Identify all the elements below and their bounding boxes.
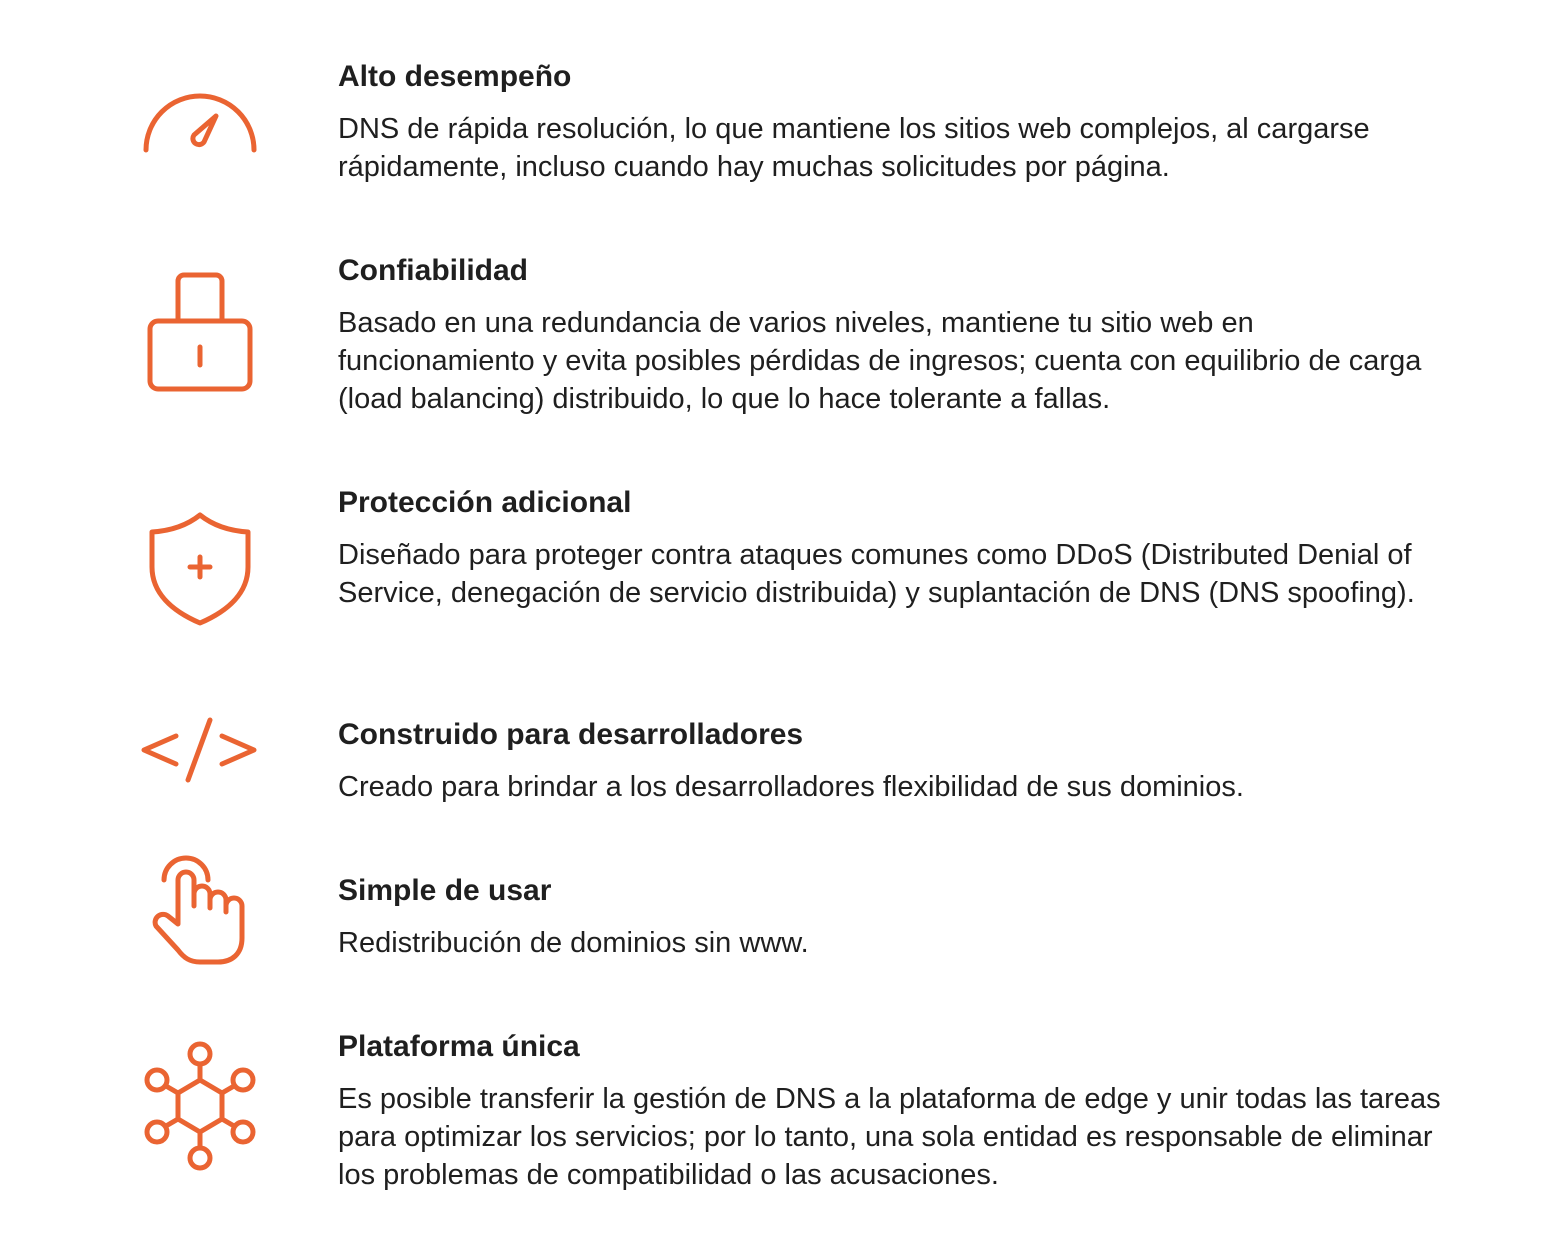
feature-description: Creado para brindar a los desarrolladores flexibilidad de sus dominios. — [338, 771, 1244, 803]
tap-hand-icon — [130, 842, 270, 982]
shield-plus-icon — [130, 505, 270, 645]
speedometer-icon — [130, 80, 270, 220]
feature-title: Confiabilidad — [338, 254, 528, 287]
feature-title: Simple de usar — [338, 874, 552, 907]
feature-title: Plataforma única — [338, 1030, 580, 1063]
feature-description: DNS de rápida resolución, lo que mantiene los sitios web complejos, al cargarse rápidamente, incluso cuando hay muchas solicitudes por página. — [338, 113, 1370, 183]
feature-description: Basado en una redundancia de varios niveles, mantiene tu sitio web en funcionamiento y evita posibles pérdidas de ingresos; cuenta con equilibrio de carga (load balancing) distribuido, lo que lo hace tolerante a fallas. — [338, 307, 1422, 415]
feature-description: Diseñado para proteger contra ataques comunes como DDoS (Distributed Denial of Service, denegación de servicio distribuida) y suplantación de DNS (DNS spoofing). — [338, 539, 1415, 609]
feature-description: Es posible transferir la gestión de DNS a la plataforma de edge y unir todas las tareas para optimizar los servicios; por lo tanto, una sola entidad es responsable de eliminar los problemas de compatibilidad o las acusaciones. — [338, 1083, 1441, 1191]
feature-description: Redistribución de dominios sin www. — [338, 927, 809, 959]
feature-title: Alto desempeño — [338, 60, 572, 93]
padlock-icon — [130, 265, 270, 405]
code-brackets-icon — [130, 680, 270, 820]
hexagon-network-icon — [130, 1036, 270, 1176]
feature-title: Construido para desarrolladores — [338, 718, 804, 751]
feature-title: Protección adicional — [338, 486, 632, 519]
